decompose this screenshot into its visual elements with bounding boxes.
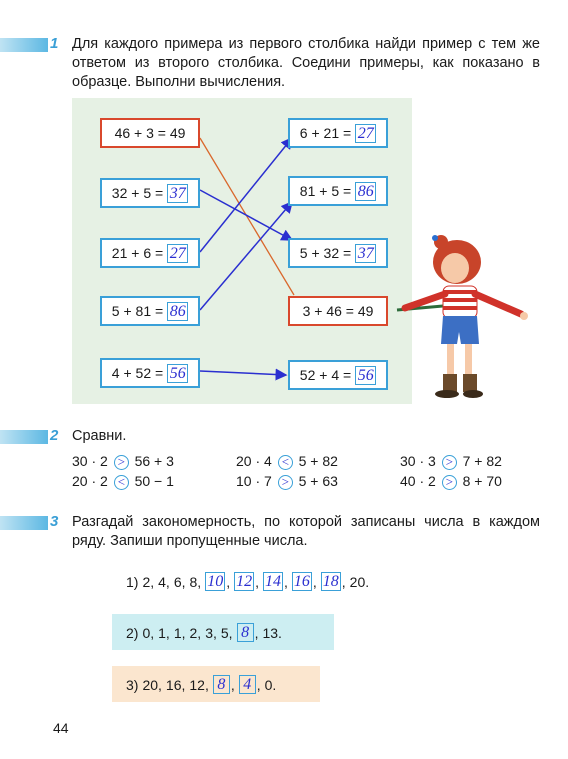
sequence-row: 3) 20, 16, 12, 8 , 4 , 0. xyxy=(126,676,277,693)
comparison-sign-circle[interactable]: > xyxy=(442,475,457,490)
answer-box[interactable]: 37 xyxy=(167,184,188,203)
sample-right-example xyxy=(288,296,388,326)
example-text: 6 + 21 = xyxy=(299,125,352,141)
given-number: 0. xyxy=(264,676,277,693)
comparison-right: 7 + 82 xyxy=(462,453,502,469)
answer-box[interactable]: 27 xyxy=(355,124,376,143)
answer-box[interactable]: 8 xyxy=(237,623,254,642)
task-2-marker-bar xyxy=(0,430,48,444)
right-example xyxy=(288,360,388,390)
connection-line xyxy=(200,371,286,375)
example-text: 5 + 32 = xyxy=(299,245,352,261)
connection-line xyxy=(200,190,292,240)
given-number: 20. xyxy=(349,573,370,590)
comparison-item xyxy=(72,453,174,470)
comparison-sign-circle[interactable]: > xyxy=(442,455,457,470)
given-number: 2, xyxy=(189,624,202,641)
connection-line xyxy=(200,138,292,252)
comparison-item xyxy=(72,473,174,490)
answer-box[interactable]: 86 xyxy=(355,182,376,201)
comparison-item xyxy=(400,453,502,470)
answer-box[interactable]: 10 xyxy=(207,573,224,590)
connection-line xyxy=(200,202,292,310)
answer-box[interactable]: 56 xyxy=(167,364,188,383)
comparison-left: 40 · 2 xyxy=(400,473,436,489)
page-number: 44 xyxy=(53,720,69,736)
answer-box[interactable]: 14 xyxy=(264,573,281,590)
task-1-instruction: Для каждого примера из первого столбика найди пример с тем же ответом из второго столбика. Соедини примеры, как показано в образце. Выполни вычисления. xyxy=(72,36,540,90)
example-text: 5 + 81 = xyxy=(111,303,164,319)
matching-panel xyxy=(72,98,412,404)
comparison-item xyxy=(236,453,338,470)
given-number: 13. xyxy=(262,624,282,641)
left-example xyxy=(100,296,200,326)
comparison-sign-circle[interactable]: < xyxy=(114,475,129,490)
example-text: 81 + 5 = xyxy=(299,183,352,199)
left-example xyxy=(100,238,200,268)
task-1-number: 1 xyxy=(50,35,59,52)
answer-box[interactable]: 8 xyxy=(213,675,230,694)
task-2-number: 2 xyxy=(50,427,59,444)
given-number: 3, xyxy=(205,624,217,641)
comparison-sign-circle[interactable]: > xyxy=(278,475,293,490)
given-number: 1, xyxy=(173,624,186,641)
comparison-left: 10 · 7 xyxy=(236,473,272,489)
example-text: 3 + 46 = 49 xyxy=(302,303,374,319)
comparison-left: 30 · 2 xyxy=(72,453,108,469)
comparison-right: 56 + 3 xyxy=(134,453,174,469)
answer-box[interactable]: 12 xyxy=(236,573,253,590)
task-3-number: 3 xyxy=(50,513,59,530)
girl-with-pointer-illustration xyxy=(395,228,535,403)
right-example xyxy=(288,176,388,206)
comparison-left: 20 · 4 xyxy=(236,453,272,469)
row-label: 2) xyxy=(126,624,139,641)
given-number: 2, xyxy=(142,573,155,590)
sequence-row: 2) 0, 1, 1, 2, 3, 5, 8 , 13. xyxy=(126,624,282,641)
right-example xyxy=(288,238,388,268)
sample-left-example xyxy=(100,118,200,148)
example-text: 4 + 52 = xyxy=(111,365,164,381)
comparison-right: 5 + 63 xyxy=(298,473,338,489)
answer-box[interactable]: 37 xyxy=(355,244,376,263)
example-text: 52 + 4 = xyxy=(299,367,352,383)
given-number: 16, xyxy=(165,676,186,693)
task-3-marker-bar xyxy=(0,516,48,530)
comparison-right: 50 − 1 xyxy=(134,473,174,489)
answer-box[interactable]: 16 xyxy=(293,573,310,590)
given-number: 1, xyxy=(158,624,170,641)
comparison-right: 5 + 82 xyxy=(298,453,338,469)
given-number: 6, xyxy=(173,573,186,590)
answer-box[interactable]: 56 xyxy=(355,366,376,385)
given-number: 4, xyxy=(158,573,170,590)
comparison-sign-circle[interactable]: > xyxy=(114,455,129,470)
answer-box[interactable]: 18 xyxy=(322,573,339,590)
task-1-marker-bar xyxy=(0,38,48,52)
comparison-right: 8 + 70 xyxy=(462,473,502,489)
comparison-left: 20 · 2 xyxy=(72,473,108,489)
row-label: 1) xyxy=(126,573,139,590)
example-text: 32 + 5 = xyxy=(111,185,164,201)
given-number: 0, xyxy=(142,624,155,641)
task-3-instruction: Разгадай закономерность, по которой записаны числа в каждом ряду. Запиши пропущенные числа. xyxy=(72,514,540,549)
answer-box[interactable]: 4 xyxy=(239,675,256,694)
left-example xyxy=(100,178,200,208)
left-example xyxy=(100,358,200,388)
answer-box[interactable]: 27 xyxy=(167,244,188,263)
answer-box[interactable]: 86 xyxy=(167,302,188,321)
sequence-row: 1) 2, 4, 6, 8, 10 , 12 , 14 , 16 , 18 , 20. xyxy=(126,573,370,590)
example-text: 46 + 3 = 49 xyxy=(114,125,186,141)
given-number: 5, xyxy=(220,624,233,641)
given-number: 8, xyxy=(189,573,202,590)
given-number: 12, xyxy=(189,676,209,693)
comparison-item xyxy=(236,473,338,490)
comparison-item xyxy=(400,473,502,490)
given-number: 20, xyxy=(142,676,162,693)
right-example xyxy=(288,118,388,148)
comparison-left: 30 · 3 xyxy=(400,453,436,469)
task-2-title: Сравни. xyxy=(72,428,127,444)
example-text: 21 + 6 = xyxy=(111,245,164,261)
row-label: 3) xyxy=(126,676,139,693)
comparison-sign-circle[interactable]: < xyxy=(278,455,293,470)
